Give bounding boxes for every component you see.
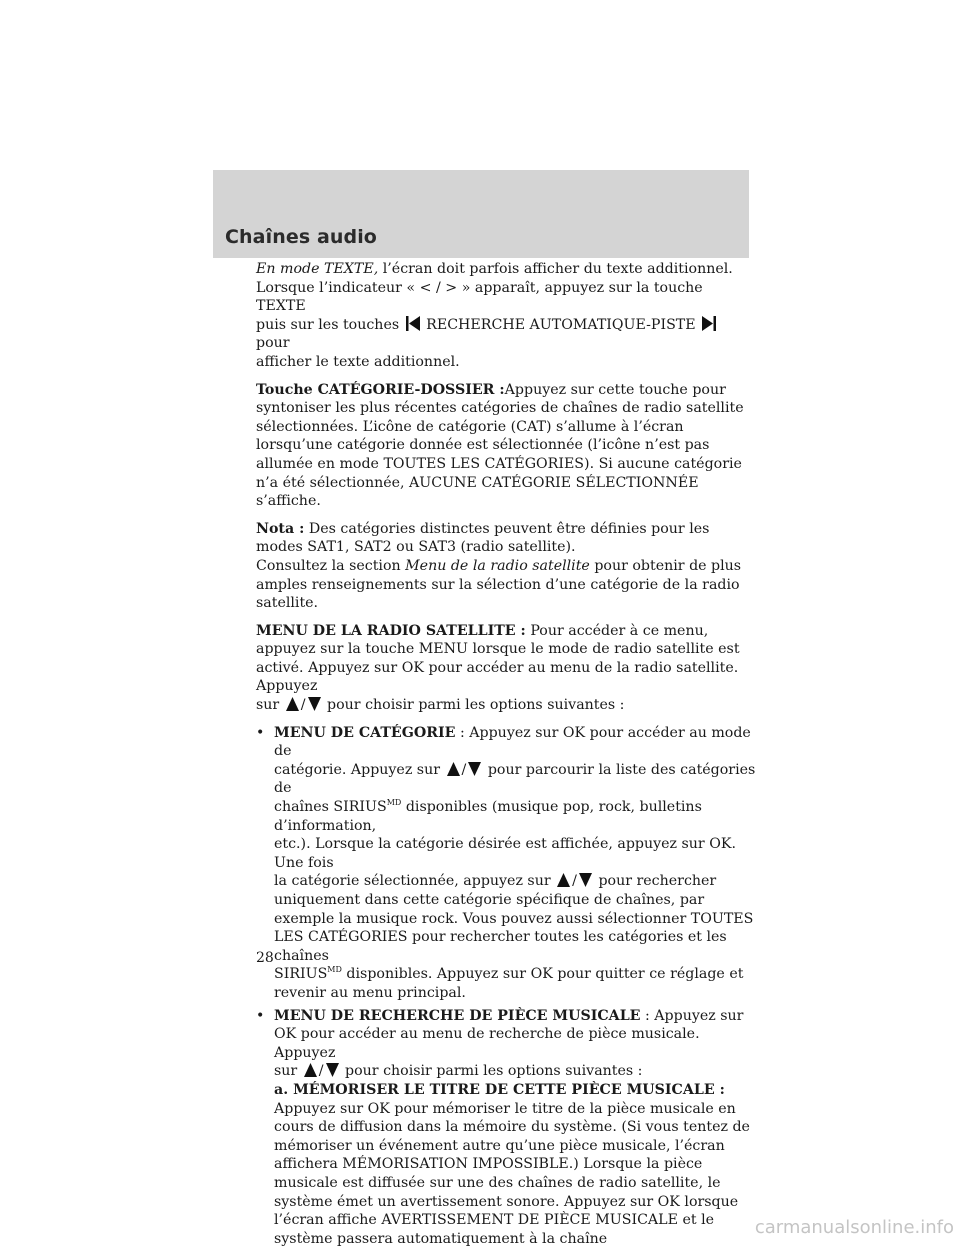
arrow-up-icon bbox=[286, 697, 299, 711]
bullet-song-search-menu: • MENU DE RECHERCHE DE PIÈCE MUSICALE : Appuyez sur OK pour accéder au menu de recherche de pièce musicale. Appuyez sur / pour choisir parmi les options suivantes : a. MÉMORISER LE TITRE DE CETTE PIÈCE MUSICALE : Appuyez sur OK pour mémoriser le titre de la pièce musicale en cours de diffusion dans la mémoire du système. (Si vous tentez de mémoriser un événement autre qu’une pièce musicale, l’écran affichera MÉMORISATION IMPOSSIBLE.) Lorsque la pièce musicale est diffusée sur une des chaînes de radio satellite, le système émet un avertissement sonore. Appuyez sur OK lorsque l’écran affiche AVERTISSEMENT DE PIÈCE MUSICALE et le système passera automatiquement à la chaîne bbox=[256, 1007, 750, 1247]
paragraph-satellite-menu: MENU DE LA RADIO SATELLITE : Pour accéder à ce menu, appuyez sur la touche MENU lorsque le mode de radio satellite est activé. Appuyez sur OK pour accéder au menu de la radio satellite. Appuyez sur / pour choisir parmi les options suivantes : bbox=[256, 622, 740, 714]
arrow-up-icon bbox=[447, 762, 460, 776]
arrow-up-icon bbox=[557, 873, 570, 887]
page-content bbox=[256, 260, 756, 1252]
memorize-title-heading: a. MÉMORISER LE TITRE DE CETTE PIÈCE MUSICALE : bbox=[274, 1081, 725, 1098]
seek-forward-icon bbox=[702, 316, 716, 331]
bullet-dot: • bbox=[256, 724, 265, 741]
text-mode-label: En mode TEXTE, bbox=[256, 261, 379, 277]
watermark: carmanualsonline.info bbox=[754, 1217, 954, 1238]
section-header bbox=[213, 170, 749, 258]
bullet-dot: • bbox=[256, 1007, 265, 1024]
page-number: 28 bbox=[256, 950, 274, 966]
paragraph-category-button: Touche CATÉGORIE-DOSSIER :Appuyez sur cette touche pour syntoniser les plus récentes catégories de chaînes de radio satellite sélectionnées. L’icône de catégorie (CAT) s’allume à l’écran lorsqu’une catégorie donnée est sélectionnée (l’icône n’est pas allumée en mode TOUTES LES CATÉGORIES). Si aucune catégorie n’a été sélectionnée, AUCUNE CATÉGORIE SÉLECTIONNÉE s’affiche. bbox=[256, 381, 744, 510]
paragraph-note: Nota : Des catégories distinctes peuvent être définies pour les modes SAT1, SAT2 ou SAT3 (radio satellite). Consultez la section Menu de la radio satellite pour obtenir de plus amples renseignements sur la sélection d’une catégorie de la radio satellite. bbox=[256, 520, 742, 612]
arrow-up-icon bbox=[304, 1063, 317, 1077]
arrow-down-icon bbox=[468, 762, 481, 776]
arrow-down-icon bbox=[326, 1063, 339, 1077]
arrow-down-icon bbox=[308, 697, 321, 711]
paragraph-text-mode: En mode TEXTE, l’écran doit parfois afficher du texte additionnel. Lorsque l’indicateur « < / > » apparaît, appuyez sur la touche TEXTE puis sur les touches RECHERCHE AUTOMATIQUE-PISTE pour afficher le texte additionnel. bbox=[256, 261, 733, 370]
section-title: Chaînes audio bbox=[225, 226, 377, 248]
bullet-category-menu: • MENU DE CATÉGORIE : Appuyez sur OK pour accéder au mode de catégorie. Appuyez sur / pour parcourir la liste des catégories de chaînes $SIRIUS^{MD}$ disponibles (musique pop, rock, bulletins d’information, etc.). Lorsque la catégorie désirée est affichée, appuyez sur OK. Une fois la catégorie sélectionnée, appuyez sur / pour rechercher uniquement dans cette catégorie spécifique de chaînes, par exemple la musique rock. Vous pouvez aussi sélectionner TOUTES LES CATÉGORIES pour rechercher toutes les catégories et les chaînes $SIRIUS^{MD}$ disponibles. Appuyez sur OK pour quitter ce réglage et revenir au menu principal. bbox=[256, 724, 756, 1001]
seek-back-icon bbox=[406, 316, 420, 331]
arrow-down-icon bbox=[579, 873, 592, 887]
